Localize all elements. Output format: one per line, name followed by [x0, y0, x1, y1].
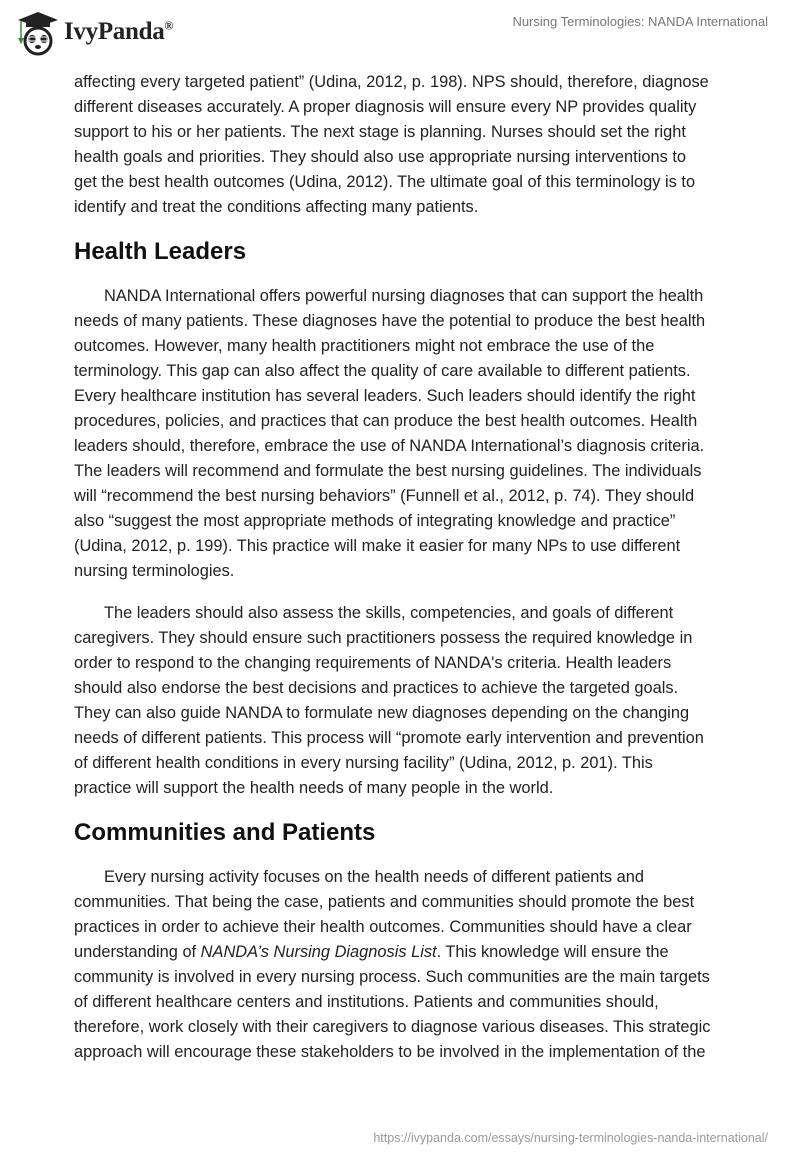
- text-line: needs of many patients. These diagnoses have the potential to produce the best health: [74, 312, 706, 330]
- text-line: nursing terminologies.: [74, 562, 235, 580]
- section-heading: Health Leaders: [74, 238, 247, 265]
- source-url[interactable]: https://ivypanda.com/essays/nursing-terminologies-nanda-international/: [373, 1131, 768, 1145]
- text-segment: understanding of: [74, 943, 201, 961]
- text-line: approach will encourage these stakeholders to be involved in the implementation of the: [74, 1043, 706, 1061]
- text-line: leaders should, therefore, embrace the use of NANDA International’s diagnosis criteria.: [74, 437, 705, 455]
- text-line: caregivers. They should ensure such practitioners possess the required knowledge in: [74, 629, 693, 647]
- text-line: procedures, policies, and practices that can produce the best health outcomes. Health: [74, 412, 698, 430]
- text-line: Every nursing activity focuses on the health needs of different patients and: [104, 868, 645, 886]
- text-line: different diseases accurately. A proper diagnosis will ensure every NP provides quality: [74, 98, 697, 116]
- text-line: of different health conditions in every nursing facility” (Udina, 2012, p. 201). This: [74, 754, 653, 772]
- text-line: should also endorse the best decisions and practices to achieve the targeted goals.: [74, 679, 679, 697]
- text-line: therefore, work closely with their caregivers to diagnose various diseases. This strategic: [74, 1018, 711, 1036]
- paragraph: [74, 284, 734, 584]
- panda-graduate-icon: [14, 8, 58, 56]
- registered-mark: ®: [164, 18, 174, 33]
- text-line: Every healthcare institution has several leaders. Such leaders should identify the right: [74, 387, 696, 405]
- paragraph: [74, 70, 734, 220]
- text-line: practice will support the health needs of many people in the world.: [74, 779, 554, 797]
- text-segment: . This knowledge will ensure the: [436, 943, 669, 961]
- text-line: They can also guide NANDA to formulate new diagnoses depending on the changing: [74, 704, 690, 722]
- essay-body: [74, 70, 734, 1082]
- text-line: communities. That being the case, patients and communities should promote the best: [74, 893, 695, 911]
- text-line: of different healthcare centers and institutions. Patients and communities should,: [74, 993, 659, 1011]
- text-line: will “recommend the best nursing behaviors” (Funnell et al., 2012, p. 74). They should: [74, 487, 695, 505]
- page-header: [0, 0, 800, 60]
- brand-name: IvyPanda: [64, 18, 165, 45]
- text-line: needs of different patients. This process will “promote early intervention and prevention: [74, 729, 704, 747]
- text-line: identify and treat the conditions affecting many patients.: [74, 198, 479, 216]
- paragraph: [74, 601, 734, 801]
- text-line: order to respond to the changing requirements of NANDA's criteria. Health leaders: [74, 654, 672, 672]
- text-line: (Udina, 2012, p. 199). This practice will make it easier for many NPs to use different: [74, 537, 681, 555]
- text-line: [74, 940, 734, 965]
- italic-title: NANDA’s Nursing Diagnosis List: [200, 943, 437, 961]
- text-line: NANDA International offers powerful nursing diagnoses that can support the health: [104, 287, 704, 305]
- text-line: affecting every targeted patient” (Udina, 2012, p. 198). NPS should, therefore, diagnose: [74, 73, 709, 91]
- paragraph: [74, 865, 734, 1065]
- text-line: The leaders will recommend and formulate the best nursing guidelines. The individuals: [74, 462, 702, 480]
- ivypanda-logo[interactable]: [14, 8, 173, 56]
- text-line: health goals and priorities. They should also use appropriate nursing interventions to: [74, 148, 686, 166]
- text-line: practices in order to achieve their health outcomes. Communities should have a clear: [74, 918, 692, 936]
- text-line: support to his or her patients. The next stage is planning. Nurses should set the right: [74, 123, 686, 141]
- text-line: also “suggest the most appropriate methods of integrating knowledge and practice”: [74, 512, 676, 530]
- text-line: outcomes. However, many health practitioners might not embrace the use of the: [74, 337, 655, 355]
- text-line: terminology. This gap can also affect the quality of care available to different patients.: [74, 362, 691, 380]
- text-line: The leaders should also assess the skills, competencies, and goals of different: [104, 604, 674, 622]
- text-line: get the best health outcomes (Udina, 2012). The ultimate goal of this terminology is to: [74, 173, 696, 191]
- text-line: community is involved in every nursing process. Such communities are the main targets: [74, 968, 710, 986]
- document-title: Nursing Terminologies: NANDA International: [512, 14, 768, 29]
- section-heading: Communities and Patients: [74, 819, 376, 846]
